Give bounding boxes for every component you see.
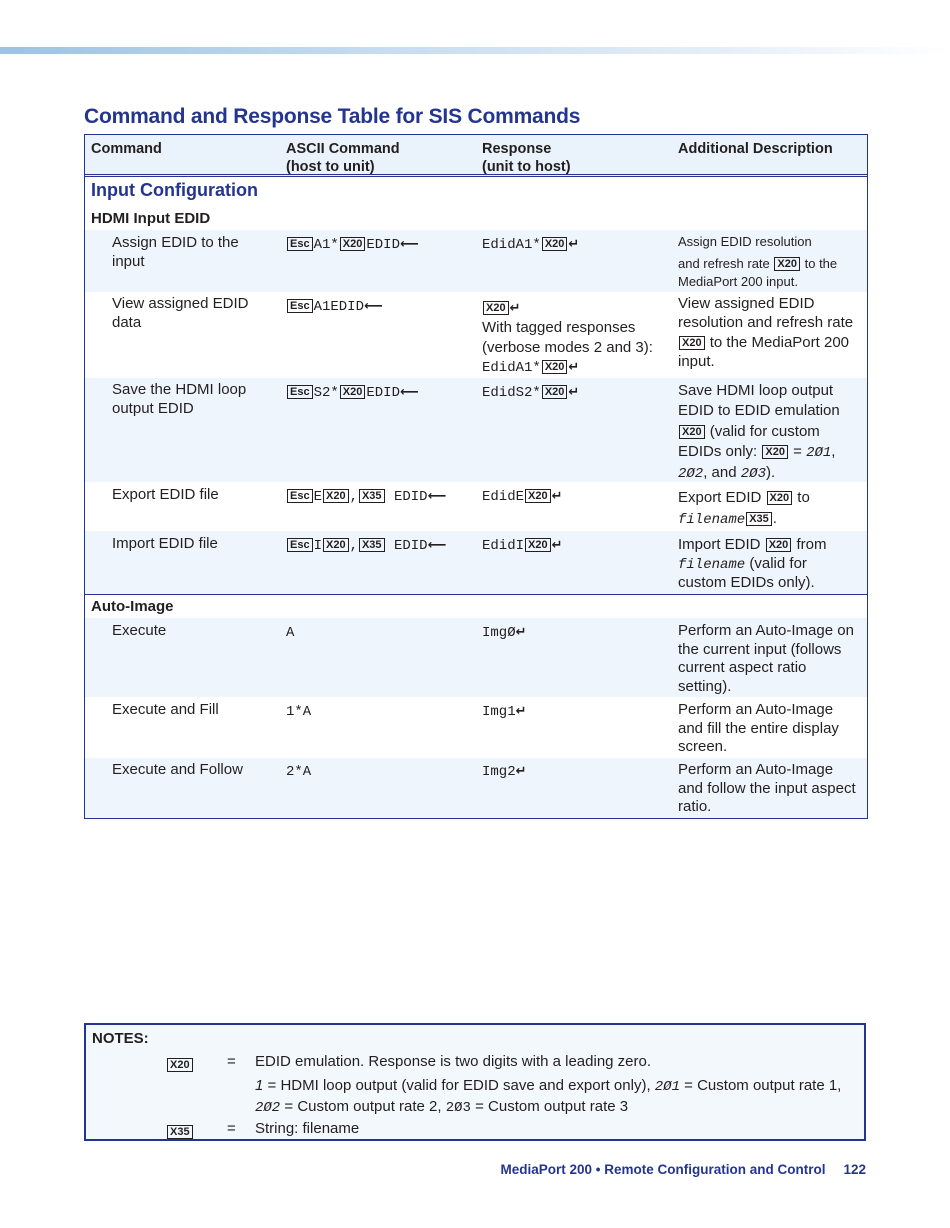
sis-command-table bbox=[84, 134, 868, 819]
page-title: Command and Response Table for SIS Commands bbox=[84, 105, 581, 128]
x20-variable-box: X20 bbox=[762, 445, 788, 459]
header-response: Response (unit to host) bbox=[482, 141, 571, 175]
header-command: Command bbox=[91, 141, 162, 157]
section-divider bbox=[85, 594, 867, 595]
x20-variable-box: X20 bbox=[766, 538, 792, 552]
table-row-export-ascii: Esc E X20 , X35 EDID⟵ bbox=[286, 488, 476, 507]
section-input-configuration: Input Configuration bbox=[91, 180, 258, 200]
table-header bbox=[85, 135, 867, 177]
left-arrow-icon: ⟵ bbox=[399, 237, 419, 252]
table-row-view-command: View assigned EDID data bbox=[112, 295, 249, 331]
x20-variable-box: X20 bbox=[774, 257, 800, 271]
table-row-export-description: Export EDID X20 to filename X35 . bbox=[678, 489, 810, 528]
esc-key-icon: Esc bbox=[287, 489, 313, 503]
left-arrow-icon: ⟵ bbox=[399, 385, 419, 400]
x20-variable-box: X20 bbox=[525, 538, 551, 552]
note-x20-variable bbox=[166, 1055, 194, 1074]
table-row-save-response: EdidS2* X20 ↵ bbox=[482, 385, 580, 401]
enter-icon: ↵ bbox=[551, 489, 563, 504]
table-row-view-response: X20 ↵ With tagged responses (verbose modes 2 and 3): EdidA1* X20 ↵ bbox=[482, 301, 653, 376]
x20-variable-box: X20 bbox=[679, 425, 705, 439]
table-row-assign-ascii: Esc A1* X20 EDID⟵ bbox=[286, 236, 476, 255]
table-row-import-ascii: Esc I X20 , X35 EDID⟵ bbox=[286, 537, 476, 556]
header-description: Additional Description bbox=[678, 141, 833, 157]
table-row-execute-response: ImgØ↵ bbox=[482, 625, 527, 641]
note-x35-text: String: filename bbox=[255, 1120, 360, 1137]
table-row-execute-fill-description: Perform an Auto-Image and fill the entire display screen. bbox=[678, 701, 839, 755]
table-row-export-command: Export EDID file bbox=[112, 486, 219, 503]
table-row-view-description: View assigned EDID resolution and refresh rate X20 to the MediaPort 200 input. bbox=[678, 295, 854, 370]
enter-icon: ↵ bbox=[509, 301, 521, 316]
x20-variable-box: X20 bbox=[542, 385, 568, 399]
x20-variable-box: X20 bbox=[340, 385, 366, 399]
table-row-export-response: EdidE X20 ↵ bbox=[482, 489, 563, 505]
page-footer bbox=[0, 1162, 866, 1177]
enter-icon: ↵ bbox=[568, 237, 580, 252]
table-row-execute-follow-command: Execute and Follow bbox=[112, 761, 243, 778]
table-row-import-response: EdidI X20 ↵ bbox=[482, 538, 563, 554]
left-arrow-icon: ⟵ bbox=[427, 489, 447, 504]
enter-icon: ↵ bbox=[568, 385, 580, 400]
x35-variable-box: X35 bbox=[359, 489, 385, 503]
header-ascii: ASCII Command (host to unit) bbox=[286, 141, 400, 175]
table-row-assign-response: EdidA1* X20 ↵ bbox=[482, 237, 580, 253]
note-x35-variable bbox=[166, 1122, 194, 1141]
note-x35-equals: = bbox=[227, 1120, 236, 1137]
x35-variable-box: X35 bbox=[746, 512, 772, 526]
note-x20-equals: = bbox=[227, 1053, 236, 1070]
footer-title: MediaPort 200 • Remote Configuration and Control bbox=[500, 1162, 826, 1177]
table-row-save-command: Save the HDMI loop output EDID bbox=[112, 381, 247, 417]
table-row-assign-command: Assign EDID to the input bbox=[112, 234, 239, 270]
table-row-execute-ascii: A bbox=[286, 625, 295, 641]
top-gradient-band bbox=[0, 47, 950, 54]
table-row-execute-command: Execute bbox=[112, 622, 167, 639]
table-row-execute-follow-ascii: 2*A bbox=[286, 764, 312, 780]
table-row-execute-follow-response: Img2↵ bbox=[482, 764, 527, 780]
table-row-execute-follow-description: Perform an Auto-Image and follow the input aspect ratio. bbox=[678, 761, 856, 815]
enter-icon: ↵ bbox=[515, 625, 527, 640]
left-arrow-icon: ⟵ bbox=[427, 538, 447, 553]
esc-key-icon: Esc bbox=[287, 299, 313, 313]
x20-variable-box: X20 bbox=[525, 489, 551, 503]
x20-variable-box: X20 bbox=[767, 491, 793, 505]
table-row-save-ascii: Esc S2* X20 EDID⟵ bbox=[286, 384, 476, 403]
group-auto-image: Auto-Image bbox=[91, 598, 174, 615]
x20-variable-box: X20 bbox=[323, 538, 349, 552]
x20-variable-box: X20 bbox=[340, 237, 366, 251]
table-row-execute-fill-response: Img1↵ bbox=[482, 704, 527, 720]
table-row-execute-description: Perform an Auto-Image on the current input (follows current aspect ratio setting). bbox=[678, 622, 854, 695]
table-row-execute-fill-command: Execute and Fill bbox=[112, 701, 219, 718]
enter-icon: ↵ bbox=[515, 764, 527, 779]
x20-variable-box: X20 bbox=[483, 301, 509, 315]
notes-title: NOTES: bbox=[92, 1030, 149, 1047]
x20-variable-box: X20 bbox=[542, 360, 568, 374]
enter-icon: ↵ bbox=[551, 538, 563, 553]
esc-key-icon: Esc bbox=[287, 538, 313, 552]
enter-icon: ↵ bbox=[568, 360, 580, 375]
table-row-import-command: Import EDID file bbox=[112, 535, 218, 552]
page-number: 122 bbox=[843, 1162, 866, 1177]
note-x20-text: EDID emulation. Response is two digits with a leading zero. 1 = HDMI loop output (valid for EDID save and export only), 2Ø1 = Custom output rate 1, 2Ø2 = Custom output rate 2, 2Ø3 = Custom output rate 3 bbox=[255, 1053, 842, 1116]
table-row-import-description: Import EDID X20 from filename (valid for custom EDIDs only). bbox=[678, 536, 827, 591]
esc-key-icon: Esc bbox=[287, 237, 313, 251]
x20-variable-box: X20 bbox=[679, 336, 705, 350]
x35-variable-box: X35 bbox=[167, 1125, 193, 1139]
x20-variable-box: X20 bbox=[323, 489, 349, 503]
table-row-execute-fill-ascii: 1*A bbox=[286, 704, 312, 720]
table-row-assign-description: Assign EDID resolution and refresh rate X20 to the MediaPort 200 input. bbox=[678, 234, 838, 289]
left-arrow-icon: ⟵ bbox=[364, 299, 383, 314]
esc-key-icon: Esc bbox=[287, 385, 313, 399]
x20-variable-box: X20 bbox=[542, 237, 568, 251]
enter-icon: ↵ bbox=[515, 704, 527, 719]
x35-variable-box: X35 bbox=[359, 538, 385, 552]
table-row-save-description: Save HDMI loop output EDID to EDID emulation X20 (valid for custom EDIDs only: X20 = 2Ø1, 2Ø2, and 2Ø3). bbox=[678, 382, 840, 482]
notes-box bbox=[84, 1023, 866, 1141]
table-row-view-ascii: Esc A1EDID⟵ bbox=[286, 298, 476, 317]
x20-variable-box: X20 bbox=[167, 1058, 193, 1072]
group-hdmi-input-edid: HDMI Input EDID bbox=[91, 210, 211, 227]
